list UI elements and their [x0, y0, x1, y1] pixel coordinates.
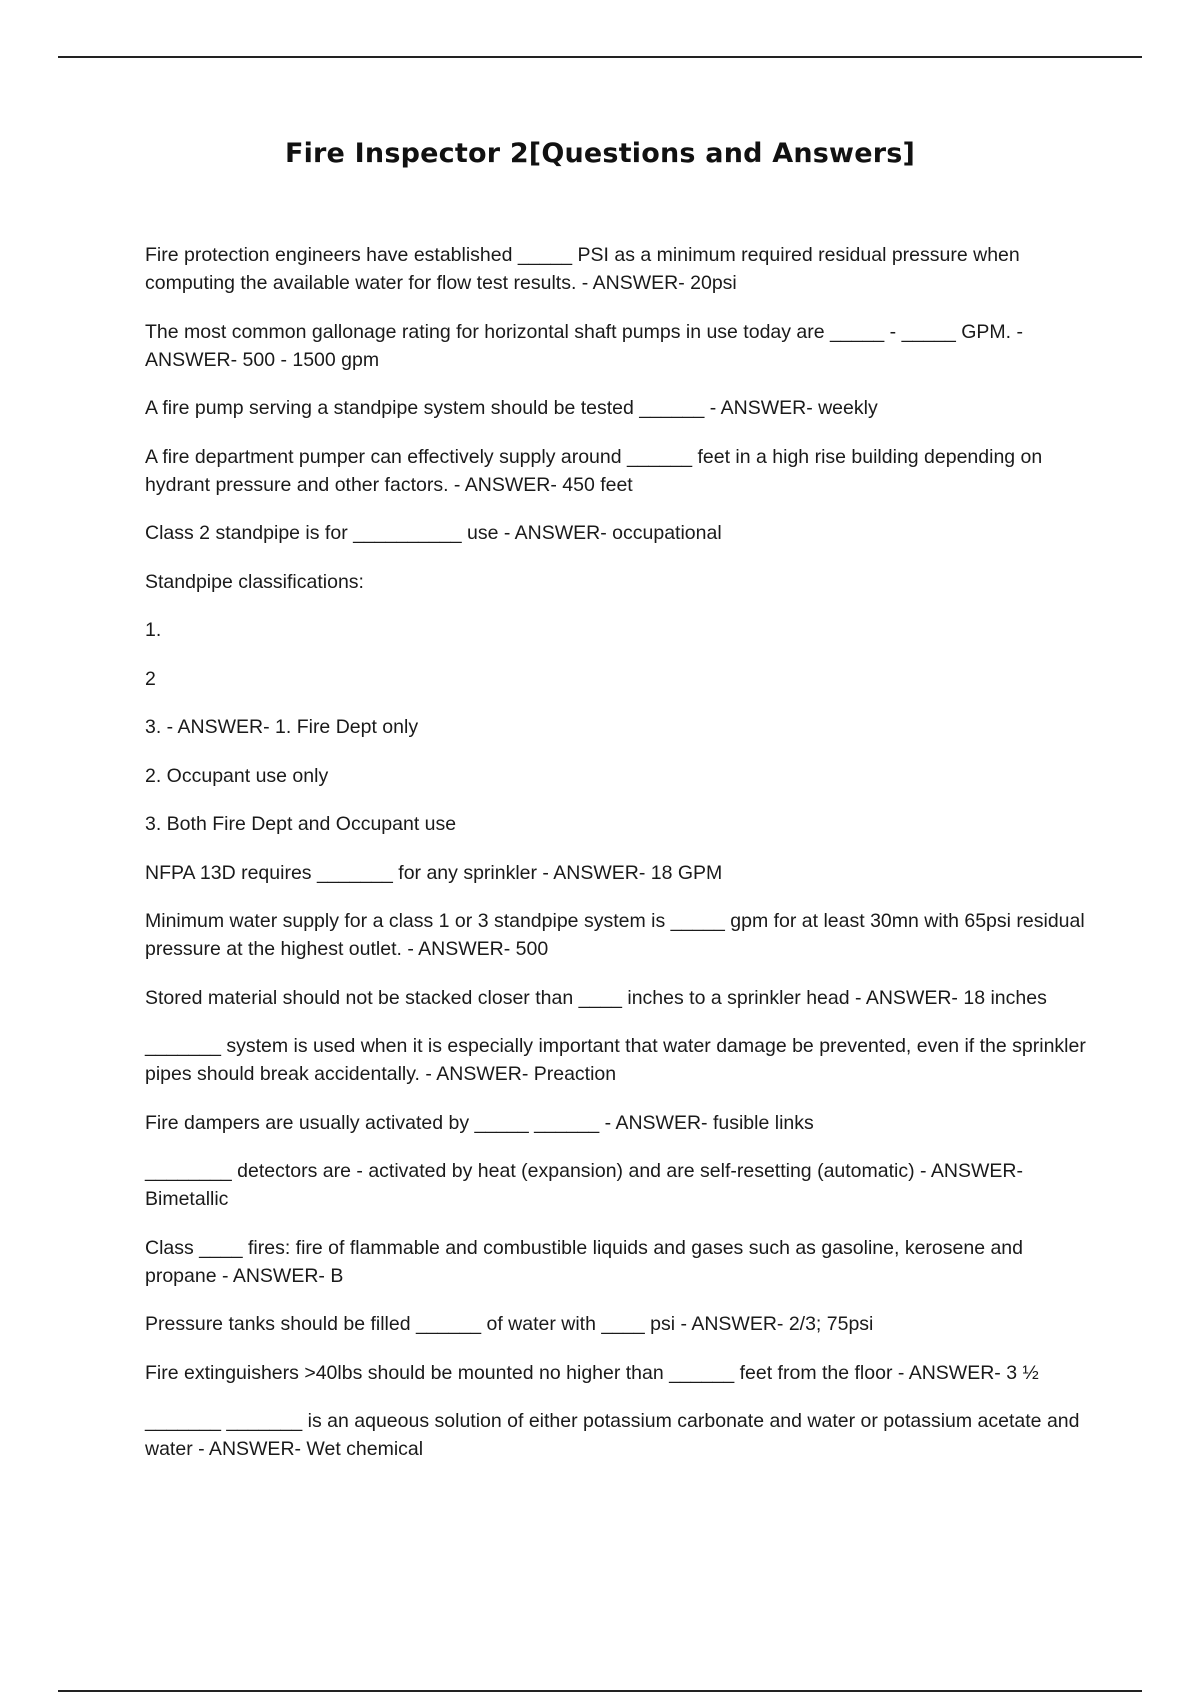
qa-paragraph: Fire dampers are usually activated by _____ ______ - ANSWER- fusible links: [145, 1111, 814, 1134]
qa-paragraph: A fire department pumper can effectively supply around ______ feet in a high rise building depending on hydrant pressure and other factors. - ANSWER- 450 feet: [145, 445, 1048, 496]
qa-paragraph: Pressure tanks should be filled ______ of water with ____ psi - ANSWER- 2/3; 75psi: [145, 1313, 874, 1335]
qa-paragraph: Class 2 standpipe is for __________ use - ANSWER- occupational: [145, 522, 722, 544]
qa-paragraph: _______ system is used when it is especially important that water damage be prevented, even if the sprinkler pipes should break accidentally. - ANSWER- Preaction: [145, 1035, 1092, 1085]
qa-paragraph: 3. Both Fire Dept and Occupant use: [145, 813, 457, 835]
qa-paragraph: Class ____ fires: fire of flammable and combustible liquids and gases such as gasoline, kerosene and propane - ANSWER- B: [145, 1236, 1029, 1287]
qa-paragraph: Fire protection engineers have established _____ PSI as a minimum required residual pressure when computing the available water for flow test results. - ANSWER- 20psi: [145, 244, 1026, 294]
qa-content: [145, 241, 1095, 1484]
qa-paragraph: Minimum water supply for a class 1 or 3 standpipe system is _____ gpm for at least 30mn with 65psi residual pressure at the highest outlet. - ANSWER- 500: [145, 910, 1091, 960]
qa-paragraph: Standpipe classifications:: [145, 570, 364, 593]
top-rule: [58, 56, 1142, 58]
qa-paragraph: _______ _______ is an aqueous solution of either potassium carbonate and water or potassium acetate and water - ANSWER- Wet chemical: [145, 1410, 1085, 1460]
bottom-rule: [58, 1690, 1142, 1692]
qa-paragraph: NFPA 13D requires _______ for any sprinkler - ANSWER- 18 GPM: [145, 861, 723, 884]
qa-paragraph: 2: [145, 667, 156, 690]
qa-paragraph: 2. Occupant use only: [145, 764, 329, 787]
qa-paragraph: 1.: [145, 619, 162, 641]
qa-paragraph: A fire pump serving a standpipe system should be tested ______ - ANSWER- weekly: [145, 397, 878, 419]
qa-paragraph: 3. - ANSWER- 1. Fire Dept only: [145, 716, 419, 738]
page-title: Fire Inspector 2[Questions and Answers]: [284, 138, 916, 169]
qa-paragraph: ________ detectors are - activated by heat (expansion) and are self-resetting (automatic) - ANSWER- Bimetallic: [145, 1160, 1029, 1210]
qa-paragraph: Fire extinguishers >40lbs should be mounted no higher than ______ feet from the floor - ANSWER- 3 ½: [145, 1361, 1039, 1384]
qa-paragraph: The most common gallonage rating for horizontal shaft pumps in use today are _____ - _____ GPM. - ANSWER- 500 - 1500 gpm: [145, 320, 1028, 371]
qa-paragraph: Stored material should not be stacked closer than ____ inches to a sprinkler head - ANSWER- 18 inches: [145, 986, 1047, 1009]
